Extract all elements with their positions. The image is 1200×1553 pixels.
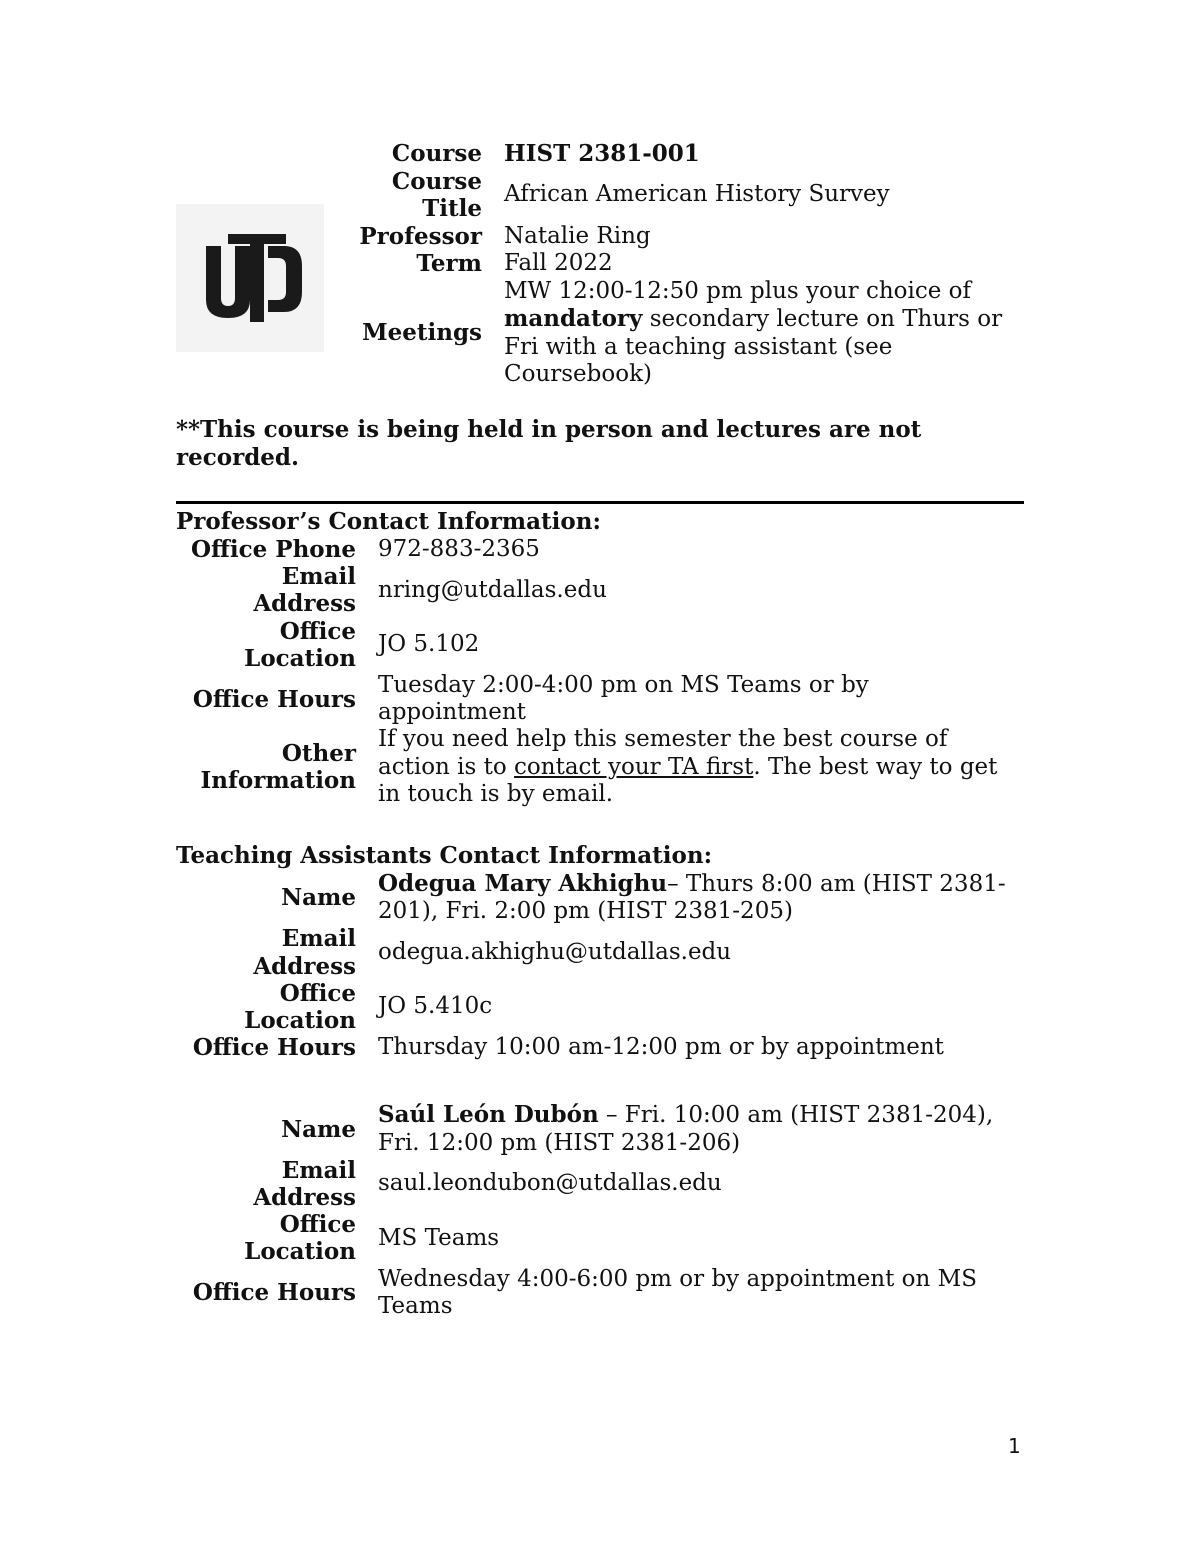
other-info-text-1: If you need help this semester the best course of action is to — [378, 726, 948, 780]
office-location-row — [176, 618, 1006, 672]
ta1-location-label: Office Location — [244, 979, 356, 1035]
ta-spacer — [176, 1061, 1006, 1101]
email-label: Email Address — [253, 563, 356, 618]
meetings-label: Meetings — [362, 319, 482, 347]
other-info-text-2: . The best way to get in touch is by email. — [378, 753, 998, 807]
meetings-mandatory: mandatory — [504, 305, 643, 332]
in-person-notice: **This course is being held in person and lectures are not recorded. — [176, 416, 922, 471]
term-value: Fall 2022 — [504, 250, 613, 276]
ta2-email-row — [176, 1157, 1006, 1211]
office-phone-label: Office Phone — [190, 536, 356, 563]
office-phone-row — [176, 536, 1006, 563]
ta1-name-row — [176, 870, 1006, 925]
other-information-value — [378, 726, 1006, 808]
course-label: Course — [391, 140, 482, 167]
ta-contact-table — [176, 870, 1006, 1320]
course-title-label: Course Title — [391, 167, 482, 222]
utd-logo — [176, 204, 324, 352]
ta1-location-row — [176, 980, 1006, 1034]
professor-row — [340, 223, 1020, 251]
term-label: Term — [416, 250, 482, 277]
office-phone-value: 972-883-2365 — [378, 536, 540, 562]
course-title-row — [340, 168, 1020, 223]
ta2-hours-label: Office Hours — [192, 1279, 356, 1307]
ta2-name-row — [176, 1101, 1006, 1156]
ta2-location-value: MS Teams — [378, 1224, 500, 1251]
ta2-name: Saúl León Dubón — [378, 1101, 599, 1129]
ta1-name-label: Name — [281, 884, 356, 912]
ta2-name-value — [378, 1101, 1006, 1156]
office-location-value: JO 5.102 — [378, 631, 480, 658]
course-title-value: African American History Survey — [504, 181, 890, 208]
ta1-name: Odegua Mary Akhighu — [378, 870, 668, 897]
ta2-email-value: saul.leondubon@utdallas.edu — [378, 1170, 722, 1197]
meetings-text-1: MW 12:00-12:50 pm plus your choice of — [504, 277, 972, 304]
ta2-name-label: Name — [281, 1115, 356, 1143]
office-hours-label: Office Hours — [192, 685, 356, 713]
ta2-email-label: Email Address — [253, 1156, 356, 1212]
ta-contact-title: Teaching Assistants Contact Information: — [176, 842, 713, 869]
ta2-name-detail: – Fri. 10:00 am (HIST 2381-204), Fri. 12:00 pm (HIST 2381-206) — [378, 1102, 994, 1156]
email-row — [176, 563, 1006, 617]
course-value: HIST 2381-001 — [504, 140, 700, 167]
utd-logo-icon — [176, 204, 324, 352]
term-row — [340, 250, 1020, 278]
ta2-location-row — [176, 1211, 1006, 1265]
professor-value: Natalie Ring — [504, 222, 651, 249]
email-value: nring@utdallas.edu — [378, 576, 607, 603]
office-hours-row — [176, 672, 1006, 726]
ta1-hours-value: Thursday 10:00 am-12:00 pm or by appointment — [378, 1034, 944, 1061]
section-divider — [176, 501, 1024, 504]
page-number: 1 — [1008, 1434, 1021, 1458]
ta1-email-value: odegua.akhighu@utdallas.edu — [378, 939, 732, 965]
office-location-label: Office Location — [244, 617, 356, 672]
ta1-location-value: JO 5.410c — [378, 993, 493, 1020]
ta2-hours-value: Wednesday 4:00-6:00 pm or by appointment on MS Teams — [378, 1265, 977, 1319]
meetings-value — [504, 278, 1020, 389]
other-information-label: Other Information — [200, 740, 356, 795]
ta1-hours-label: Office Hours — [192, 1034, 356, 1062]
ta1-email-row — [176, 925, 1006, 979]
ta1-email-label: Email Address — [253, 925, 356, 980]
contact-ta-first: contact your TA first — [514, 753, 754, 780]
office-hours-value: Tuesday 2:00-4:00 pm on MS Teams or by appointment — [378, 672, 869, 726]
ta1-hours-row — [176, 1034, 1006, 1061]
course-row — [340, 140, 1020, 168]
professor-label: Professor — [359, 222, 482, 250]
ta2-hours-row — [176, 1266, 1006, 1320]
meetings-row — [340, 278, 1020, 389]
professor-contact-table — [176, 536, 1006, 808]
other-information-row — [176, 726, 1006, 808]
ta1-name-value — [378, 870, 1006, 925]
ta2-location-label: Office Location — [244, 1211, 356, 1266]
meetings-text-2: secondary lecture on Thurs or Fri with a teaching assistant (see Coursebook) — [504, 306, 1003, 387]
course-info-table — [340, 140, 1020, 389]
ta1-name-detail: – Thurs 8:00 am (HIST 2381-201), Fri. 2:00 pm (HIST 2381-205) — [378, 871, 1006, 925]
professor-contact-title: Professor’s Contact Information: — [176, 508, 601, 535]
